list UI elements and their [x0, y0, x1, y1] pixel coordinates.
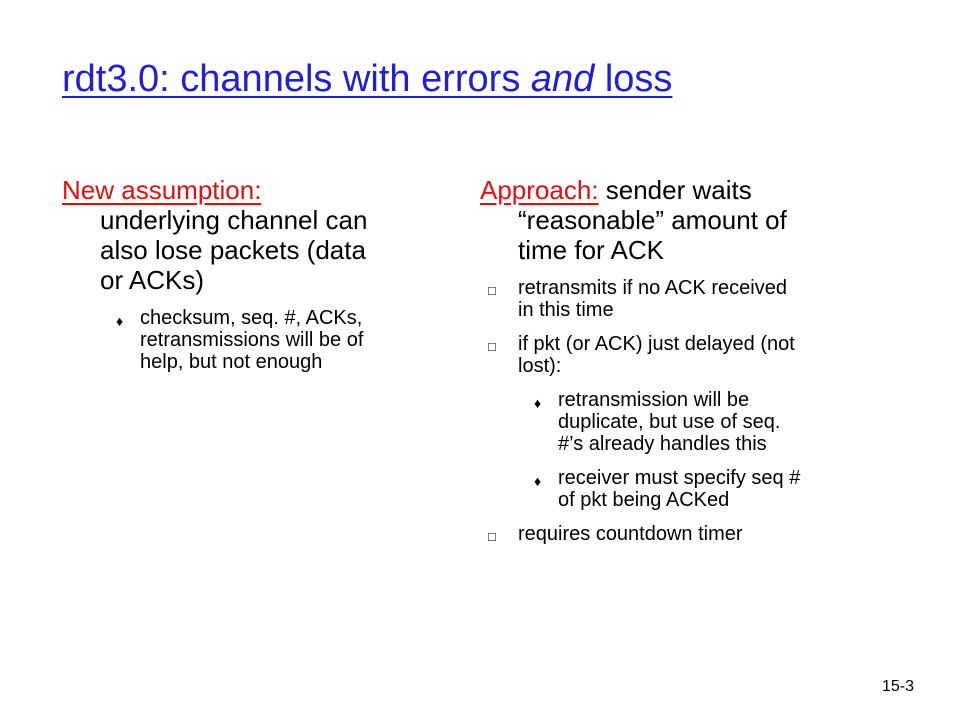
bullet-line: #’s already handles this — [558, 433, 767, 455]
diamond-bullet-icon: ♦ — [534, 395, 542, 411]
square-bullet-icon: □ — [488, 529, 496, 544]
bullet-line: requires countdown timer — [518, 523, 743, 545]
new-assumption-paragraph — [62, 175, 452, 295]
bullet-line: retransmits if no ACK received — [518, 277, 787, 299]
right-column — [480, 175, 900, 545]
square-bullet-icon: □ — [488, 283, 496, 298]
approach-line: sender waits — [598, 175, 752, 205]
bullet-line: if pkt (or ACK) just delayed (not — [518, 333, 795, 355]
bullet-line: receiver must specify seq # — [558, 467, 801, 489]
title-emphasis: and — [530, 58, 595, 100]
new-assumption-label: New assumption: — [62, 175, 262, 205]
approach-paragraph — [480, 175, 900, 265]
left-column — [62, 175, 452, 373]
sub-bullet-checksum — [62, 307, 452, 373]
approach-line: time for ACK — [518, 235, 664, 265]
bullet-timer — [480, 523, 900, 545]
diamond-bullet-icon: ♦ — [116, 313, 124, 329]
bullet-line: checksum, seq. #, ACKs, — [140, 307, 363, 329]
bullet-delayed — [480, 333, 900, 377]
title-text: rdt3.0: channels with errors — [62, 58, 531, 100]
square-bullet-icon: □ — [488, 339, 496, 354]
approach-line: “reasonable” amount of — [518, 205, 787, 235]
bullet-line: retransmission will be — [558, 389, 750, 411]
bullet-line: of pkt being ACKed — [558, 489, 730, 511]
bullet-line: retransmissions will be of — [140, 329, 364, 351]
slide-title — [62, 58, 672, 101]
approach-label: Approach: — [480, 175, 599, 205]
diamond-bullet-icon: ♦ — [534, 473, 542, 489]
title-text-end: loss — [594, 58, 673, 100]
sub-bullet-duplicate — [480, 389, 900, 455]
bullet-retransmits — [480, 277, 900, 321]
page-number: 15-3 — [881, 678, 914, 695]
assumption-line: underlying channel can — [100, 205, 368, 235]
bullet-line: duplicate, but use of seq. — [558, 411, 781, 433]
bullet-line: in this time — [518, 299, 614, 321]
bullet-line: lost): — [518, 355, 562, 377]
assumption-line: also lose packets (data — [100, 235, 366, 265]
sub-bullet-receiver — [480, 467, 900, 511]
assumption-line: or ACKs) — [100, 265, 205, 295]
bullet-line: help, but not enough — [140, 351, 323, 373]
